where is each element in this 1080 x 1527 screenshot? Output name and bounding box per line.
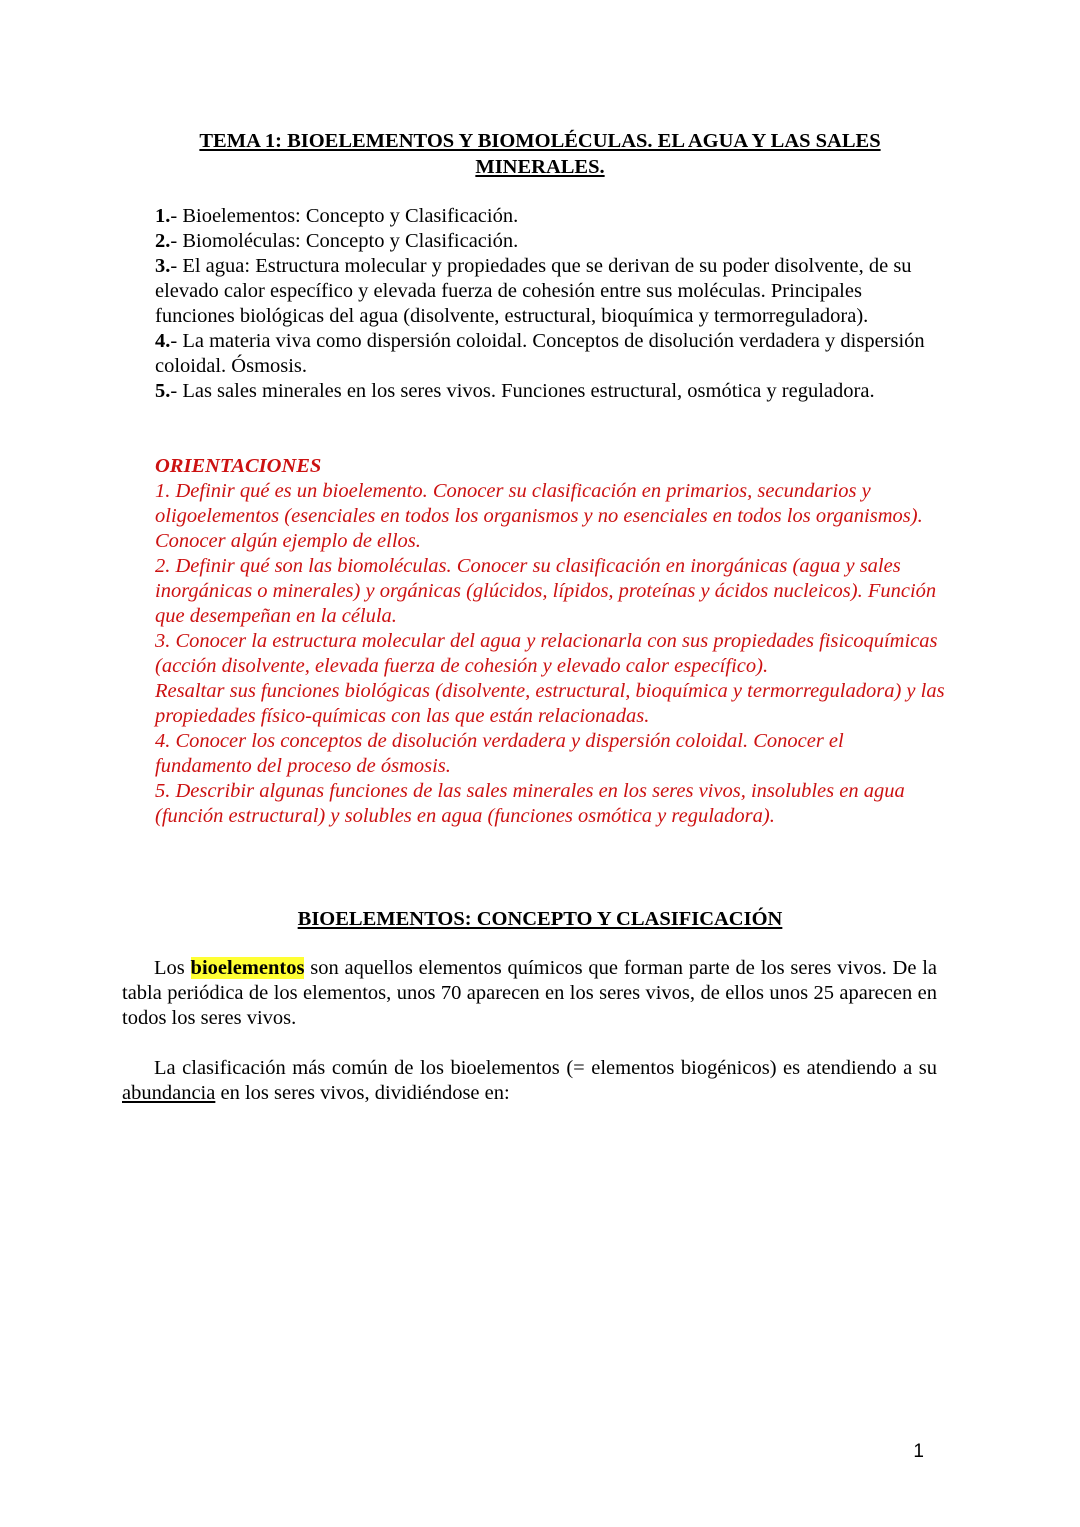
topic-number: 2. — [155, 230, 171, 252]
highlighted-term: bioelementos — [190, 957, 305, 979]
page-title — [130, 128, 950, 180]
topic-number: 5. — [155, 380, 171, 402]
topic-item-3 — [155, 254, 945, 329]
topic-number: 3. — [155, 255, 171, 277]
orientacion-item-5: 5. Describir algunas funciones de las sales minerales en los seres vivos, insolubles en agua (función estructural) y solubles en agua (funciones osmótica y reguladora). — [155, 780, 905, 827]
topic-text: - Las sales minerales en los seres vivos. Funciones estructural, osmótica y reguladora. — [170, 380, 875, 402]
orientacion-item-3b: Resaltar sus funciones biológicas (disolvente, estructural, bioquímica y termorreguladora) y las propiedades físico-químicas con las que están relacionadas. — [155, 680, 945, 727]
para1-after: son aquellos elementos químicos que forman parte de los seres vivos. De la tabla periódica de los elementos, unos 70 aparecen en los seres vivos, de ellos unos 25 aparecen en todos los seres vivos. — [122, 957, 937, 1029]
topic-item-2 — [155, 229, 945, 254]
para2-after: en los seres vivos, dividiéndose en: — [215, 1082, 510, 1104]
orientaciones-block — [155, 454, 945, 829]
orientacion-item-4: 4. Conocer los conceptos de disolución verdadera y dispersión coloidal. Conocer el fundamento del proceso de ósmosis. — [155, 730, 844, 777]
page-number: 1 — [913, 1441, 924, 1462]
para1-before: Los — [154, 957, 191, 979]
topic-list — [155, 204, 945, 404]
bioelementos-definition-paragraph — [122, 956, 937, 1031]
topic-item-4 — [155, 329, 945, 379]
orientacion-item-3: 3. Conocer la estructura molecular del agua y relacionarla con sus propiedades fisicoquímicas (acción disolvente, elevada fuerza de cohesión y elevado calor específico). — [155, 630, 938, 677]
topic-text: - El agua: Estructura molecular y propiedades que se derivan de su poder disolvente, de su elevado calor específico y elevada fuerza de cohesión entre sus moléculas. Principales funciones biológicas del agua (disolvente, estructural, bioquímica y termorreguladora). — [155, 255, 912, 327]
classification-paragraph — [122, 1056, 937, 1106]
section-title: BIOELEMENTOS: CONCEPTO Y CLASIFICACIÓN — [297, 908, 783, 930]
topic-text: - Biomoléculas: Concepto y Clasificación. — [170, 230, 519, 252]
topic-number: 1. — [155, 205, 171, 227]
orientacion-item-2: 2. Definir qué son las biomoléculas. Conocer su clasificación en inorgánicas (agua y sales inorgánicas o minerales) y orgánicas (glúcidos, lípidos, proteínas y ácidos nucleicos). Función que desempeñan en la célula. — [155, 555, 937, 627]
page-title-line-1: TEMA 1: BIOELEMENTOS Y BIOMOLÉCULAS. EL AGUA Y LAS SALES — [199, 130, 881, 152]
orientaciones-title: ORIENTACIONES — [155, 455, 322, 477]
topic-number: 4. — [155, 330, 171, 352]
para2-before: La clasificación más común de los bioelementos (= elementos biogénicos) es atendiendo a su — [154, 1057, 937, 1079]
topic-item-1 — [155, 204, 945, 229]
topic-text: - La materia viva como dispersión coloidal. Conceptos de disolución verdadera y dispersión coloidal. Ósmosis. — [155, 330, 925, 377]
underlined-term: abundancia — [122, 1082, 216, 1104]
page-title-line-2: MINERALES. — [475, 156, 605, 178]
topic-item-5 — [155, 379, 945, 404]
orientacion-item-1: 1. Definir qué es un bioelemento. Conocer su clasificación en primarios, secundarios y oligoelementos (esenciales en todos los organismos y no esenciales en todos los organismos). Conocer algún ejemplo de ellos. — [155, 480, 923, 552]
topic-text: - Bioelementos: Concepto y Clasificación. — [170, 205, 519, 227]
